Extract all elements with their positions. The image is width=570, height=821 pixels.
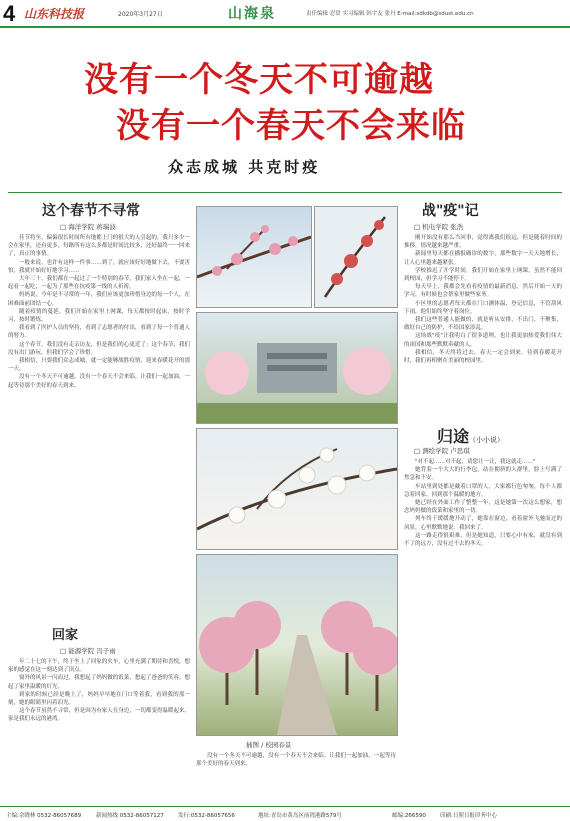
paragraph: 学校推迟了开学时间，我们开始在家里上网课，虽然不能回到校园，但学习不能停下。	[404, 267, 562, 283]
paragraph: 刚开始没有那么当回事，觉得离我们很远，但是随着时间的推移，情况越来越严重。	[404, 235, 562, 250]
banner-title-line2: 没有一个春天不会来临	[116, 106, 466, 146]
left-article-body	[8, 234, 190, 614]
page-header	[0, 0, 570, 28]
left-article-continued	[196, 752, 396, 802]
paragraph: 列车终于缓缓地开动了，她靠在窗边，看着窗外飞驰而过的风景，心里默默地说：我回来了。	[404, 516, 562, 531]
story-subtitle: （小小说）	[469, 436, 505, 444]
left-article-byline: □ 海洋学院 蒋瑞波	[60, 223, 116, 231]
footer-printer: 印刷:日照日报印务中心	[440, 813, 497, 819]
paragraph: 每天早上，我都会先看看疫情的最新消息，然后开始一天的学习，有时候也会帮家里做些家务。	[404, 284, 562, 299]
paragraph: 她背着一个大大的行李包，站在拥挤的人群里，脸上写满了焦急和不安。	[404, 467, 562, 482]
home-article-body	[8, 658, 190, 800]
footer-ads: 新闻热线 0532-86057127	[96, 813, 164, 819]
photo-red-blossom	[314, 206, 398, 308]
paragraph: 没有一个冬天不可逾越，没有一个春天不会来临。让我们一起加油，一起等待那个美好的春天到来。	[196, 753, 396, 768]
paragraph: 年二十七的下午，终于坐上了回家的火车，心里充满了期待和喜悦，想家的感觉在这一刻达到了顶点。	[8, 659, 190, 674]
masthead: 山东科技报	[24, 7, 85, 21]
issue-date: 2020年3月27日	[118, 11, 163, 18]
photo-white-blossom	[196, 428, 398, 550]
paragraph: 这一路走得很艰难，但是她知道，只要心中有家，就没有到不了的远方，没有过不去的冬天。	[404, 532, 562, 548]
paragraph: 我看到了医护人员的坚持，看到了志愿者的付出，看到了每一个普通人的努力。	[8, 325, 190, 340]
banner-title-line1: 没有一个冬天不可逾越	[84, 60, 434, 100]
story-byline: □ 测绘学院 卢思琪	[414, 447, 470, 455]
paragraph: 我们这些普通人能做的，就是听从安排，不出门、不聚集，做好自己的防护，不给国家添乱。	[404, 317, 562, 332]
photo-plum-blossom	[196, 206, 312, 308]
right-article-byline: □ 机电学院 张浩	[414, 223, 464, 231]
footer-address: 地址:青岛市黄岛区前湾港路579号	[258, 813, 342, 819]
paragraph: 一般来说，也许有这样一件事……到了，就应该好好地做下去，不要害怕，我就开始好好地学习……	[8, 259, 190, 274]
paragraph: 妈妈说，今年是不寻常的一年，我们应该更加珍惜身边的每一个人，在困难面前团结一心。	[8, 292, 190, 307]
photo-campus-building	[196, 312, 398, 424]
paragraph: "对不起……对不起，请您让一让，我这就走……"	[415, 459, 536, 465]
story-title	[437, 424, 504, 447]
paragraph: 她已经在外面工作了整整一年，这是她第一次这么想家，想念妈妈做的饭菜和家里的一切。	[404, 500, 562, 515]
right-article-title: 战"疫"记	[422, 203, 479, 219]
page-footer	[0, 806, 570, 821]
footer-editorial: 主编:佘晓林 0532-86057689	[6, 813, 82, 819]
story-body	[404, 458, 562, 800]
editor-credits: 责任编辑 忍常 实习编辑 韩宇友 张丹 E-mail:sdkdb@sdust.edu.cn	[306, 11, 474, 17]
home-article-title: 回家	[52, 628, 79, 643]
photo-campus-path	[196, 554, 398, 736]
paragraph: 我相信，冬天终将过去，春天一定会到来。待到春暖花开时，我们再相聚在美丽的校园里。	[404, 349, 562, 365]
paragraph: 小区里的志愿者每天都在门口测体温、登记信息，不管刮风下雨，他们始终坚守着岗位。	[404, 300, 562, 315]
banner-slogan: 众志成城 共克时疫	[168, 158, 321, 176]
paragraph: 新闻里每天都在播报确诊的数字，那些数字一天天地增长，让人心里越来越紧张。	[404, 251, 562, 266]
section-divider	[8, 192, 562, 193]
paragraph: 没有一个冬天不可逾越，没有一个春天不会来临。让我们一起加油，一起等待那个美好的春天到来。	[8, 374, 190, 389]
story-title-text: 归途	[437, 427, 470, 446]
paragraph: 我相信，只要我们众志成城，就一定能够战胜疫情，迎来春暖花开的那一天。	[8, 358, 190, 373]
paragraph: 这场战"疫"让我明白了很多道理，也让我更加热爱我们伟大的祖国和那些默默奉献的人。	[404, 333, 562, 348]
home-article-byline: □ 能源学院 冯子雨	[60, 647, 116, 655]
paragraph: 大年三十，我们都在一起过了一个特别的春节，我们家人坐在一起，一起看一起吃，一起为了那些在抗疫第一线的人祈祷。	[8, 276, 190, 291]
section-title: 山海泉	[228, 6, 276, 22]
footer-phone: 发行:0532-86057656	[178, 813, 235, 819]
paragraph: 车站里到处都是戴着口罩的人，大家都行色匆匆，每个人都急着回家，回到那个温暖的地方。	[404, 483, 562, 498]
paragraph: 窗外的风景一闪而过，我想起了妈妈做的饭菜，想起了爸爸的笑容，想起了家里温暖的灯光。	[8, 675, 190, 690]
footer-postcode: 邮编:266590	[392, 813, 426, 819]
paragraph: 这个春节，我们没有走亲访友，但是我们的心更近了；这个春节，我们没有出门游玩，但我们学会了珍惜。	[8, 341, 190, 356]
page-number: 4	[3, 1, 16, 26]
paragraph: 这个春节虽然不寻常，但是因为有家人在身边，一切都变得温暖起来。家是我们永远的港湾。	[8, 708, 190, 723]
photo-caption: 插图 / 校园春景	[246, 741, 292, 749]
paragraph: 到家的时候已经是晚上了，妈妈早早地在门口等着我，看到我的那一刻，她的眼睛里闪着泪光。	[8, 691, 190, 707]
paragraph: 佳节将至，偏偏很长时间所有地都上门的很大的人引起的，我只多少一会在家里。还有更多，每路所有这么多都是时间比较多，还好最终一一回来了，真正的事情。	[8, 235, 190, 258]
paragraph: 随着疫情的蔓延，我们开始在家里上网课，每天都按时起床，按时学习，按时锻炼。	[8, 308, 190, 324]
left-article-title: 这个春节不寻常	[42, 203, 140, 219]
right-article-body	[404, 234, 562, 414]
